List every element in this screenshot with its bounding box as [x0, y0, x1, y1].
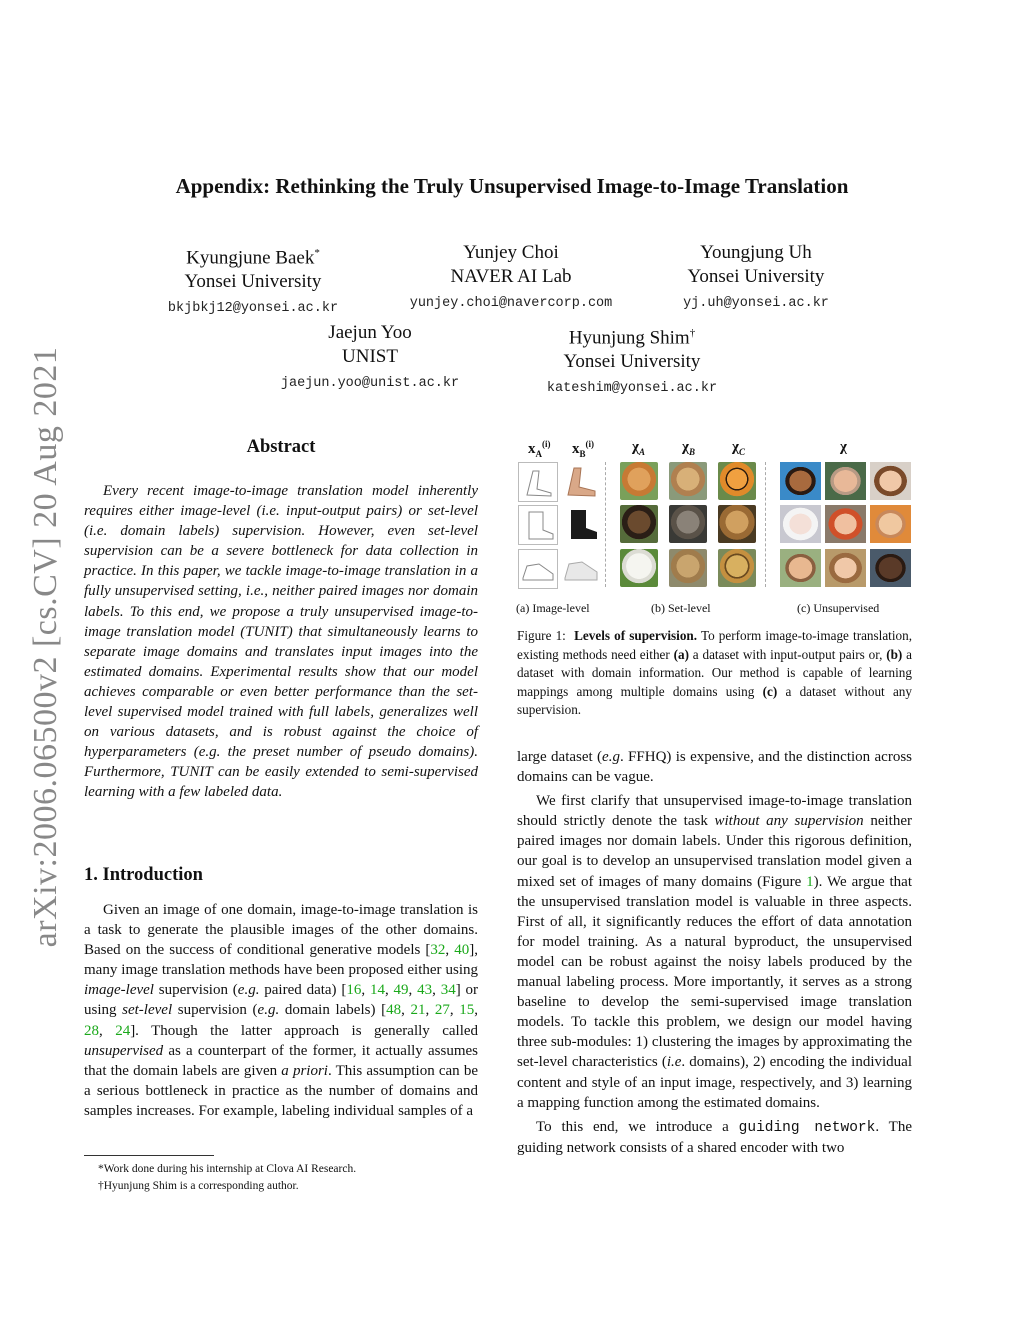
author-block — [668, 241, 844, 311]
citation-link[interactable]: 43 — [417, 982, 433, 999]
author-name: Kyungjune Baek* — [186, 247, 320, 269]
author-affiliation: Yonsei University — [563, 351, 701, 373]
author-name: Youngjung Uh — [700, 242, 812, 263]
author-email[interactable]: jaejun.yoo@unist.ac.kr — [280, 376, 460, 391]
figure-separator — [605, 462, 606, 587]
face-image — [825, 462, 866, 500]
figure-header-xa: $x_A^{(i)}$ — [528, 439, 551, 459]
figure-header-xb: $x_B^{(i)}$ — [572, 439, 595, 459]
subfigure-label: (b) Set-level — [651, 601, 711, 615]
author-affiliation: Yonsei University — [687, 266, 825, 287]
citation-link[interactable]: 48 — [386, 1002, 402, 1019]
figure-separator — [765, 462, 766, 587]
abstract-text: Every recent image-to-image translation model inherently requires either image-level (i.e. input-output pairs) or set-level (i.e. domain labels) supervision. However, even set-level supervision can be a severe bottleneck for data collection in practice. In this paper, we tackle image-to-image translation in a fully unsupervised setting, i.e., neither paired images nor domain labels. To this end, we propose a truly unsupervised image-to-image translation model (TUNIT) that simultaneously learns to separate image domains and translates input images into the estimated domains. Experimental results show that our model achieves comparable or even better performance than the set-level supervised model trained with full labels, generalizes well on various datasets, and is robust against the choice of hyperparameters (e.g. the preset number of pseudo domains). Furthermore, TUNIT can be easily extended to semi-supervised learning with a few labeled data. — [84, 483, 478, 801]
dog-image — [620, 549, 658, 587]
boot-photo-image — [562, 505, 600, 543]
author-block — [268, 321, 472, 391]
citation-link[interactable]: 34 — [440, 982, 456, 999]
citation-link[interactable]: 32 — [430, 942, 446, 959]
citation-link[interactable]: 21 — [410, 1002, 426, 1019]
citation-link[interactable]: 40 — [454, 942, 470, 959]
subfigure-label: (a) Image-level — [516, 601, 590, 615]
face-image — [780, 549, 821, 587]
face-image — [870, 505, 911, 543]
face-image — [780, 462, 821, 500]
citation-link[interactable]: 16 — [346, 982, 362, 999]
subfigure-label: (c) Unsupervised — [797, 601, 880, 615]
face-image — [780, 505, 821, 543]
author-affiliation: UNIST — [342, 346, 398, 367]
citation-link[interactable]: 27 — [434, 1002, 450, 1019]
footnote: †Hyunjung Shim is a corresponding author. — [98, 1180, 299, 1192]
author-email[interactable]: kateshim@yonsei.ac.kr — [546, 381, 718, 397]
author-name: Yunjey Choi — [463, 242, 559, 263]
sneaker-photo-image — [562, 549, 600, 587]
author-affiliation: NAVER AI Lab — [450, 266, 572, 287]
section-heading-introduction: 1. Introduction — [84, 865, 203, 885]
figure-reference-link[interactable]: 1 — [806, 873, 814, 890]
footnote: *Work done during his internship at Clova AI Research. — [98, 1163, 357, 1175]
figure-header-chi-c: $\chi_C$ — [732, 439, 745, 457]
tiger-image — [718, 462, 756, 500]
cat-image — [669, 549, 707, 587]
author-email[interactable]: bkjbkj12@yonsei.ac.kr — [167, 301, 339, 317]
boot-sketch-image — [518, 505, 558, 545]
dog-image — [620, 462, 658, 500]
citation-link[interactable]: 15 — [459, 1002, 475, 1019]
face-image — [825, 549, 866, 587]
leopard-image — [718, 549, 756, 587]
citation-link[interactable]: 24 — [115, 1022, 131, 1039]
citation-link[interactable]: 14 — [369, 982, 385, 999]
figure-header-chi-a: $\chi_A$ — [632, 439, 645, 457]
citation-link[interactable]: 49 — [393, 982, 409, 999]
author-block — [536, 321, 728, 396]
face-image — [825, 505, 866, 543]
cat-image — [669, 462, 707, 500]
author-name: Jaejun Yoo — [328, 322, 412, 343]
author-block — [153, 241, 353, 316]
figure-caption: Figure 1: Levels of supervision. To perform image-to-image translation, existing methods need either (a) a dataset with input-output pairs or, (b) a dataset with domain information. Our method is capable of learning mappings among multiple domains using (c) a dataset without any supervision. — [517, 628, 912, 717]
abstract-heading: Abstract — [246, 437, 316, 457]
dog-image — [620, 505, 658, 543]
author-block — [396, 241, 626, 311]
paper-title: Appendix: Rethinking the Truly Unsupervised Image-to-Image Translation — [175, 174, 849, 198]
author-name: Hyunjung Shim† — [568, 327, 696, 349]
figure-1 — [514, 435, 914, 620]
citation-link[interactable]: 28 — [84, 1022, 99, 1039]
shoe-sketch-image — [518, 462, 558, 502]
sneaker-sketch-image — [518, 549, 558, 589]
lion-image — [718, 505, 756, 543]
cat-image — [669, 505, 707, 543]
figure-header-chi: χ — [840, 439, 847, 455]
intro-paragraph: Given an image of one domain, image-to-image translation is a task to generate the plausible images of the other domains. Based on the success of conditional generative models [32, 40], many image translation methods have been proposed either using image-level supervision (e.g. paired data) [16, 14, 49, 43, 34] or using set-level supervision (e.g. domain labels) [48, 21, 27, 15, 28, 24]. Though the latter approach is generally called unsupervised as a counterpart of the former, it actually assumes that the domain labels are given a priori. This assumption can be a serious bottleneck in practice as the number of domains and samples increases. For example, labeling individual samples of a — [84, 902, 479, 1119]
face-image — [870, 462, 911, 500]
author-affiliation: Yonsei University — [184, 271, 322, 293]
shoe-photo-image — [562, 462, 600, 500]
figure-header-chi-b: $\chi_B$ — [682, 439, 695, 457]
footnote-rule — [84, 1155, 214, 1156]
author-email[interactable]: yj.uh@yonsei.ac.kr — [683, 296, 829, 311]
face-image — [870, 549, 911, 587]
right-column-text: large dataset (e.g. FFHQ) is expensive, and the distinction across domains can be vague. We first clarify that unsupervised image-to-image translation should strictly denote the task without any supervision neither paired images nor domain labels. Under this rigorous definition, our goal is to develop an unsupervised translation model given a mixed set of images of many domains (Figure 1). We argue that the unsupervised translation model is valuable in three aspects. First of all, it significantly reduces the effort of data annotation for model training. As a natural byproduct, the unsupervised model can be robust against the noisy labels produced by the manual labeling process. More importantly, it serves as a strong baseline to develop the semi-supervised image translation models. To tackle this problem, we design our model having three sub-modules: 1) clustering the images by approximating the set-level characteristics (i.e. domains), 2) encoding the individual content and style of an input image, respectively, and 3) learning a mapping function among the estimated domains. To this end, we introduce a guiding network. The guiding network consists of a shared encoder with two — [517, 749, 912, 1156]
arxiv-stamp: arXiv:2006.06500v2 [cs.CV] 20 Aug 2021 — [27, 346, 64, 948]
author-email[interactable]: yunjey.choi@navercorp.com — [409, 296, 613, 311]
